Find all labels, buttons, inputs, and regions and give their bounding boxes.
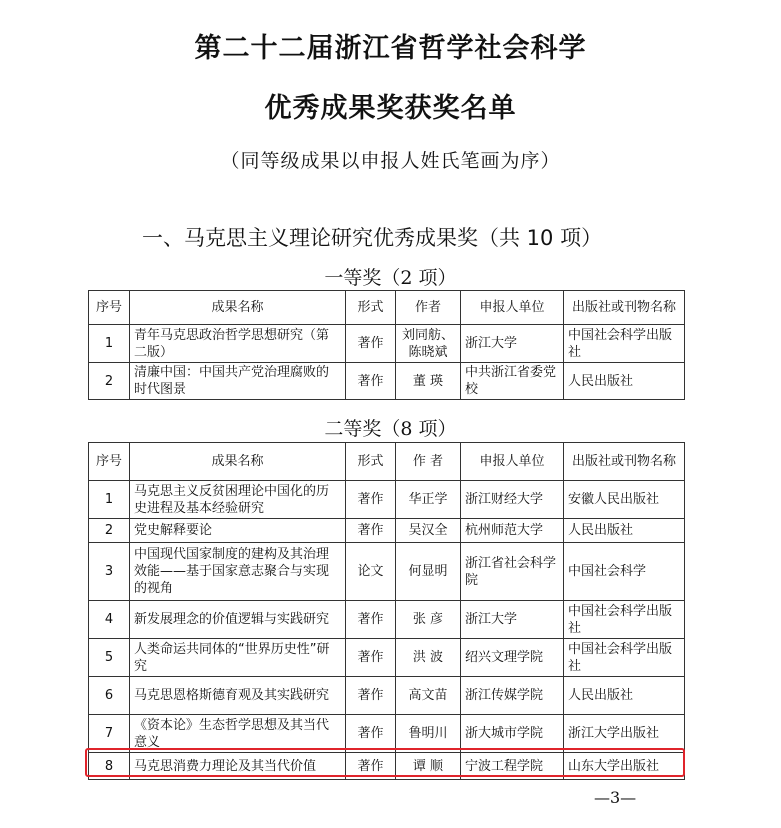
table-row [89,677,685,715]
cell-no: 4 [89,601,130,639]
table-header-row [89,443,685,481]
page-number: —3— [594,788,637,807]
table-row [89,715,685,753]
cell-name: 清廉中国：中国共产党治理腐败的时代图景 [130,363,346,400]
cell-name: 《资本论》生态哲学思想及其当代意义 [130,715,346,753]
cell-author: 洪 波 [396,639,461,677]
cell-author: 张 彦 [396,601,461,639]
first-prize-heading: 一等奖（2 项） [324,267,457,289]
cell-form: 著作 [346,753,396,780]
header-author: 作 者 [396,443,461,481]
cell-name: 青年马克思政治哲学思想研究（第二版） [130,325,346,363]
header-unit: 申报人单位 [461,291,564,325]
table-row [89,325,685,363]
header-form: 形式 [346,443,396,481]
cell-no: 5 [89,639,130,677]
cell-form: 著作 [346,601,396,639]
header-form: 形式 [346,291,396,325]
cell-author: 吴汉全 [396,519,461,543]
table-row [89,543,685,601]
cell-publisher: 人民出版社 [564,519,685,543]
cell-publisher: 浙江大学出版社 [564,715,685,753]
header-publisher: 出版社或刊物名称 [564,291,685,325]
table-row [89,601,685,639]
cell-author: 何显明 [396,543,461,601]
header-name: 成果名称 [130,443,346,481]
cell-no: 7 [89,715,130,753]
cell-form: 论文 [346,543,396,601]
cell-form: 著作 [346,715,396,753]
document-title-line-2: 优秀成果奖获奖名单 [264,93,517,124]
cell-unit: 绍兴文理学院 [461,639,564,677]
section-heading: 一、马克思主义理论研究优秀成果奖（共 10 项） [142,226,603,250]
cell-unit: 浙江大学 [461,601,564,639]
cell-no: 2 [89,519,130,543]
cell-publisher: 山东大学出版社 [564,753,685,780]
cell-form: 著作 [346,677,396,715]
cell-name: 马克思消费力理论及其当代价值 [130,753,346,780]
cell-unit: 浙江大学 [461,325,564,363]
cell-name: 新发展理念的价值逻辑与实践研究 [130,601,346,639]
table-row [89,519,685,543]
highlight-box [85,748,685,777]
cell-name: 马克思恩格斯德育观及其实践研究 [130,677,346,715]
cell-name: 人类命运共同体的“世界历史性”研究 [130,639,346,677]
cell-name: 马克思主义反贫困理论中国化的历史进程及基本经验研究 [130,481,346,519]
cell-form: 著作 [346,519,396,543]
table-header-row [89,291,685,325]
cell-form: 著作 [346,639,396,677]
header-author: 作者 [396,291,461,325]
cell-form: 著作 [346,325,396,363]
cell-no: 8 [89,753,130,780]
cell-no: 1 [89,325,130,363]
document-title-line-1: 第二十二届浙江省哲学社会科学 [194,33,587,64]
header-no: 序号 [89,443,130,481]
cell-author: 刘同舫、陈晓斌 [396,325,461,363]
cell-unit: 浙大城市学院 [461,715,564,753]
second-prize-heading: 二等奖（8 项） [324,418,457,440]
cell-unit: 浙江财经大学 [461,481,564,519]
cell-form: 著作 [346,363,396,400]
cell-unit: 浙江传媒学院 [461,677,564,715]
table-row [89,639,685,677]
cell-no: 2 [89,363,130,400]
cell-author: 华正学 [396,481,461,519]
header-unit: 申报人单位 [461,443,564,481]
cell-author: 谭 顺 [396,753,461,780]
cell-author: 高文苗 [396,677,461,715]
cell-no: 6 [89,677,130,715]
document-subtitle: （同等级成果以申报人姓氏笔画为序） [220,150,561,172]
cell-unit: 浙江省社会科学院 [461,543,564,601]
cell-author: 鲁明川 [396,715,461,753]
header-no: 序号 [89,291,130,325]
cell-form: 著作 [346,481,396,519]
cell-unit: 宁波工程学院 [461,753,564,780]
cell-publisher: 人民出版社 [564,677,685,715]
second-prize-table [88,442,685,780]
cell-publisher: 中国社会科学 [564,543,685,601]
table-row [89,363,685,400]
table-row [89,481,685,519]
cell-publisher: 中国社会科学出版社 [564,639,685,677]
cell-name: 中国现代国家制度的建构及其治理效能——基于国家意志聚合与实现的视角 [130,543,346,601]
cell-publisher: 中国社会科学出版社 [564,325,685,363]
header-name: 成果名称 [130,291,346,325]
cell-publisher: 人民出版社 [564,363,685,400]
header-publisher: 出版社或刊物名称 [564,443,685,481]
cell-author: 董 瑛 [396,363,461,400]
cell-unit: 中共浙江省委党校 [461,363,564,400]
first-prize-table [88,290,685,400]
cell-no: 3 [89,543,130,601]
cell-no: 1 [89,481,130,519]
cell-name: 党史解释要论 [130,519,346,543]
cell-unit: 杭州师范大学 [461,519,564,543]
cell-publisher: 中国社会科学出版社 [564,601,685,639]
cell-publisher: 安徽人民出版社 [564,481,685,519]
